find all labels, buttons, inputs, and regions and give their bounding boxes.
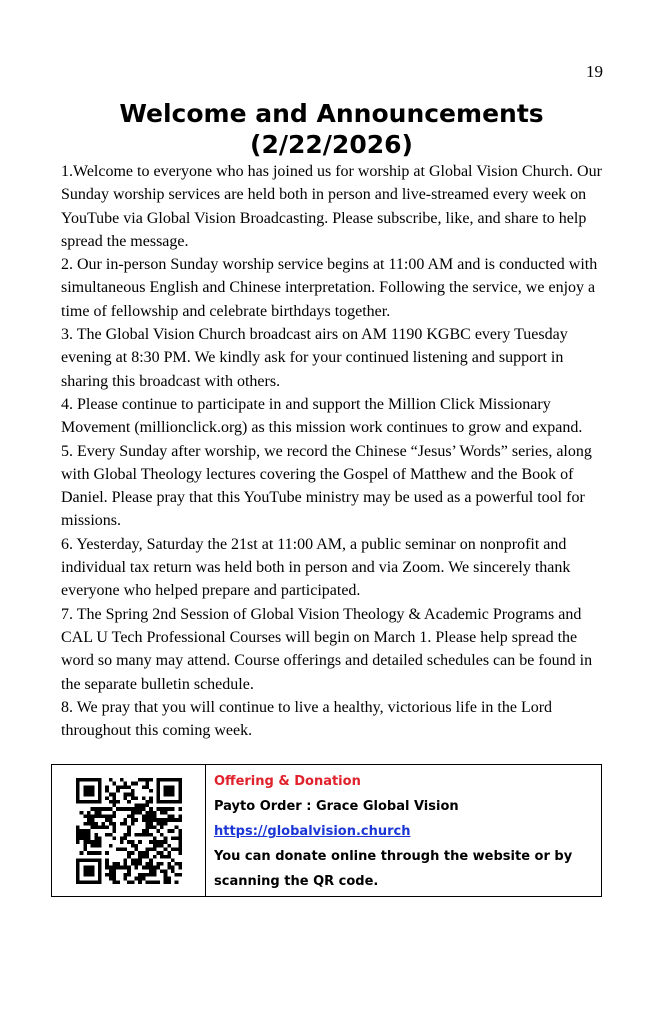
website-link[interactable]: https://globalvision.church	[214, 824, 411, 839]
qr-code-icon[interactable]	[76, 778, 182, 884]
payto-line: Payto Order : Grace Global Vision	[214, 799, 459, 814]
title-line-1: Welcome and Announcements	[119, 99, 544, 128]
donation-heading: Offering & Donation	[214, 774, 361, 789]
announcement-item: 6. Yesterday, Saturday the 21st at 11:00 AM, a public seminar on nonprofit and individual tax return was held both in person and via Zoom. We sincerely thank everyone who helped prepare and participated.	[61, 535, 571, 600]
title-line-2: (2/22/2026)	[250, 130, 413, 159]
donation-box	[51, 764, 602, 897]
donation-note-line-2: scanning the QR code.	[214, 874, 379, 889]
donation-note-line-1: You can donate online through the website or by	[214, 849, 573, 864]
announcement-item: 2. Our in-person Sunday worship service begins at 11:00 AM and is conducted with simultaneous English and Chinese interpretation. Following the service, we enjoy a time of fellowship and celebrate birthdays together.	[61, 256, 598, 320]
announcements-list	[61, 160, 606, 742]
announcement-item: 5. Every Sunday after worship, we record the Chinese “Jesus’ Words” series, along with Global Theology lectures covering the Gospel of Matthew and the Book of Daniel. Please pray that this YouTube ministry may be used as a powerful tool for missions.	[61, 442, 592, 530]
announcement-item: 3. The Global Vision Church broadcast airs on AM 1190 KGBC every Tuesday evening at 8:30 PM. We kindly ask for your continued listening and support in sharing this broadcast with others.	[61, 326, 568, 390]
page-title	[0, 98, 663, 160]
qr-cell	[52, 765, 206, 896]
page-number: 19	[586, 62, 603, 81]
donation-info	[206, 765, 601, 896]
announcement-item: 1.Welcome to everyone who has joined us for worship at Global Vision Church. Our Sunday worship services are held both in person and live-streamed every week on YouTube via Global Vision Broadcasting. Please subscribe, like, and share to help spread the message.	[61, 163, 602, 250]
announcement-item: 7. The Spring 2nd Session of Global Vision Theology & Academic Programs and CAL U Tech Professional Courses will begin on March 1. Please help spread the word so many may attend. Course offerings and detailed schedules can be found in the separate bulletin schedule.	[61, 605, 593, 693]
announcement-item: 8. We pray that you will continue to live a healthy, victorious life in the Lord throughout this coming week.	[61, 698, 553, 740]
announcement-item: 4. Please continue to participate in and support the Million Click Missionary Movement (millionclick.org) as this mission work continues to grow and expand.	[61, 395, 583, 437]
